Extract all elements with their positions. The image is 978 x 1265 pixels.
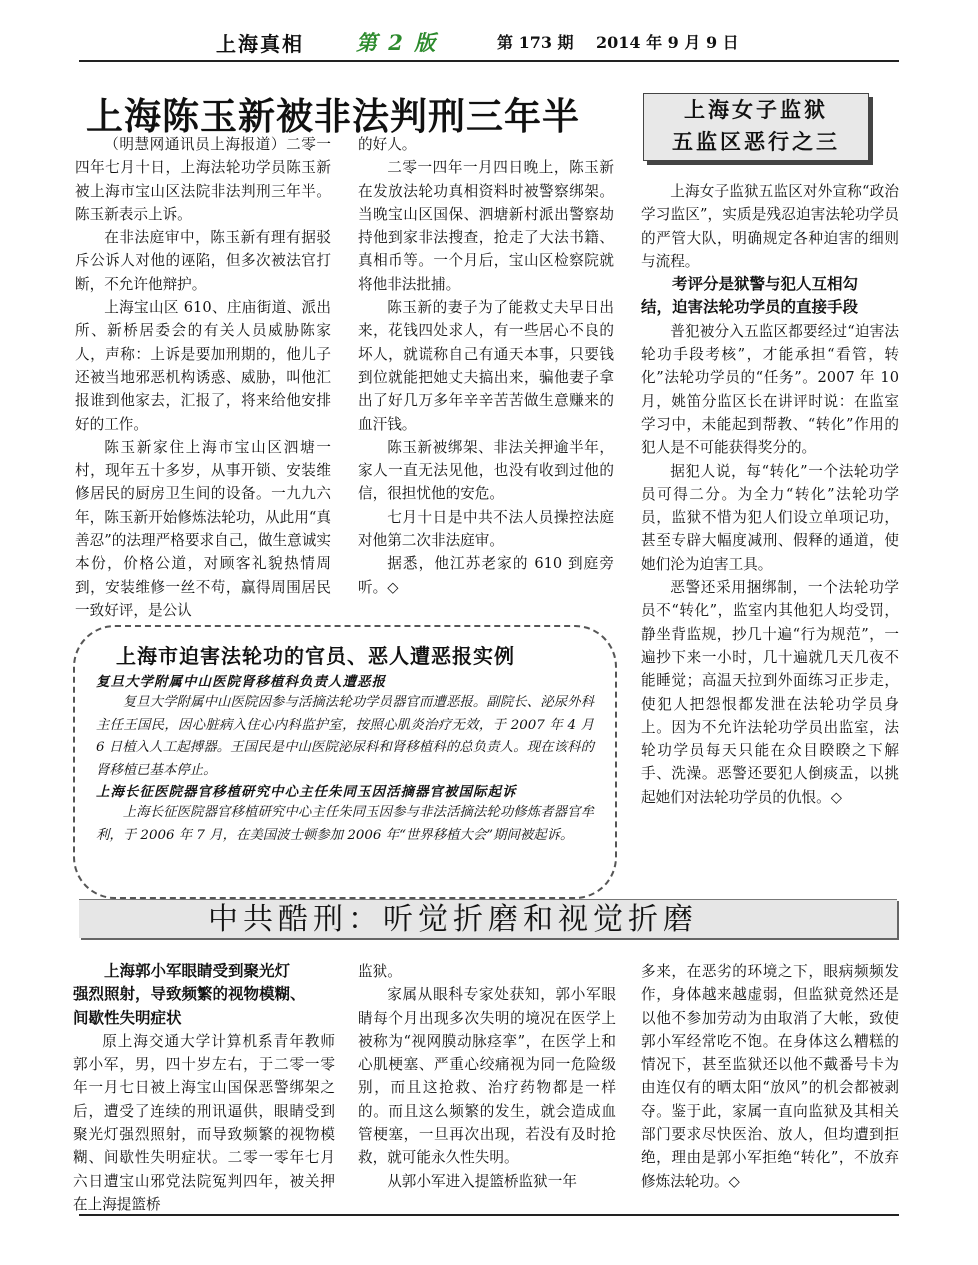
article1-paragraph: 七月十日是中共不法人员操控法庭对他第二次非法庭审。 [358,508,614,550]
retribution-box-title: 上海市迫害法轮功的官员、恶人遭恶报实例 [116,644,515,668]
article2-paragraph: 原上海交通大学计算机系青年教师郭小军，男，四十岁左右，于二零一零年一月七日被上海宝山国保恶警绑架之后，遭受了连续的刑讯逼供，眼睛受到聚光灯强烈照射，而导致频繁的视物模糊、间歇性失明症状。二零一零年七月六日遭宝山邪党法院冤判四年，被关押在上海提篮桥 [73,1032,335,1213]
issue-number: 第 173 期 [497,33,574,52]
retribution-item1-text: 复旦大学附属中山医院因参与活摘法轮功学员器官而遭恶报。副院长、泌尿外科主任王国民，因心脏病入住心内科监护室，按照心肌炎治疗无效，于 2007 年 4 月 6 日植入人工起搏器。王国民是中山医院泌尿科和肾移植科的总负责人。现在该科的肾移植已基本停止。 [96,695,594,778]
issue-date: 2014 年 9 月 9 日 [596,33,739,52]
article1-paragraph: 陈玉新被绑架、非法关押逾半年，家人一直无法见他，也没有收到过他的信，很担忧他的安危。 [358,438,614,503]
article2-column-3 [641,960,899,1193]
sidebar-paragraph: 普犯被分入五监区都要经过“迫害法轮功手段考核”，才能承担“看管，转化”法轮功学员的“任务”。2007 年 10 月，姚笛分监区长在讲评时说：在监室学习中，未能起到帮教、“转化”作用的犯人是不可能获得奖分的。 [641,322,899,457]
sidebar-subhead: 考评分是狱警与犯人互相勾 结，迫害法轮功学员的直接手段 [641,275,859,317]
article1-headline: 上海陈玉新被非法判刑三年半 [86,94,580,138]
footer-rule [79,1214,899,1216]
header-rule [79,60,899,62]
article1-paragraph: 的好人。 [358,136,417,153]
sidebar-paragraph: 据犯人说，每“转化”一个法轮功学员可得二分。为全力“转化”法轮功学员，监狱不惜为犯人们设立单项记功，甚至专辟大幅度减刑、假释的通道，使她们沦为迫害工具。 [641,462,899,573]
sidebar-title-line1: 上海女子监狱 [684,97,828,122]
retribution-item1-title: 复旦大学附属中山医院肾移植科负责人遭恶报 [96,674,386,690]
sidebar-paragraph: 恶警还采用捆绑制，一个法轮功学员不“转化”，监室内其他犯人均受罚，静坐背监规，抄几十遍“行为规范”，一遍抄下来一小时，几十遍就几天几夜不能睡觉；高温天拉到外面练习正步走，使犯人把怨恨都发泄在法轮功学员身上。因为不允许法轮功学员出监室，法轮功学员每天只能在众目睽睽之下解手、洗澡。恶警还要犯人倒痰盂，以挑起她们对法轮功学员的仇恨。◇ [641,579,899,806]
article1-paragraph: 陈玉新的妻子为了能救丈夫早日出来，花钱四处求人，有一些居心不良的坏人，就谎称自己有通天本事，只要钱到位就能把她丈夫搞出来，骗他妻子拿出了好几万多年辛辛苦苦做生意赚来的血汗钱。 [358,299,614,433]
article1-paragraph: 陈玉新家住上海市宝山区泗塘一村，现年五十多岁，从事开锁、安装维修居民的厨房卫生间的设备。一九九六年，陈玉新开始修炼法轮功，从此用“真善忍”的法理严格要求自己，做生意诚实本份，价格公道，对顾客礼貌热情周到，安装维修一丝不苟，赢得周围居民一致好评，是公认 [75,438,331,619]
article2-paragraph: 监狱。 [358,963,402,980]
article1-paragraph: 二零一四年一月四日晚上，陈玉新在发放法轮功真相资料时被警察绑架。当晚宝山区国保、泗塘新村派出警察劫持他到家非法搜查，抢走了大法书籍、真相币等。一个月后，宝山区检察院就将他非法批捕。 [358,159,614,293]
sidebar-paragraph: 上海女子监狱五监区对外宣称“政治学习监区”，实质是残忍迫害法轮功学员的严管大队，明确规定各种迫害的细则与流程。 [641,183,899,270]
article1-paragraph: 据悉，他江苏老家的 610 到庭旁听。◇ [358,555,614,596]
retribution-item2-title: 上海长征医院器官移植研究中心主任朱同玉因活摘器官被国际起诉 [96,784,517,800]
article2-column-2 [358,960,616,1193]
retribution-item2-text: 上海长征医院器官移植研究中心主任朱同玉因参与非法活摘法轮功修炼者器官牟利，于 2006 年 7 月，在美国波士顿参加 2006 年“世界移植大会”期间被起诉。 [96,805,594,843]
article2-column-1 [73,960,335,1216]
sidebar-title-line2: 五监区恶行之三 [672,129,840,154]
article2-subhead: 上海郭小军眼睛受到聚光灯 强烈照射，导致频繁的视物模糊、 间歇性失明症状 [73,962,306,1027]
article2-paragraph: 多来，在恶劣的环境之下，眼病频频发作，身体越来越虚弱，但监狱竟然还是以他不参加劳动为由取消了大帐，致使郭小军经常吃不饱。在身体这么糟糕的情况下，甚至监狱还以他不戴番号卡为由连仅有的晒太阳“放风”的机会都被剥夺。鉴于此，家属一直向监狱及其相关部门要求尽快医治、放人，但均遭到拒绝，理由是郭小军拒绝“转化”，不放弃修炼法轮功。◇ [641,963,899,1190]
sidebar-title-box [643,93,869,161]
article1-paragraph: （明慧网通讯员上海报道）二零一四年七月十日，上海法轮功学员陈玉新被上海市宝山区法院非法判刑三年半。陈玉新表示上诉。 [75,136,331,223]
edition-label: 第 2 版 [356,30,438,55]
article1-paragraph: 在非法庭审中，陈玉新有理有据驳斥公诉人对他的诬陷，但多次被法官打断，不允许他辩护。 [75,229,331,293]
paper-name: 上海真相 [216,32,304,56]
article1-column-2 [358,133,614,599]
article2-paragraph: 从郭小军进入提篮桥监狱一年 [387,1172,577,1190]
article1-column-1 [75,133,331,622]
article1-paragraph: 上海宝山区 610、庄庙街道、派出所、新桥居委会的有关人员威胁陈家人，声称：上诉是要加刑期的，他儿子还被当地邪恶机构诱惑、威胁，叫他汇报谁到他家去，汇报了，将来给他安排好的工作。 [75,299,331,433]
sidebar-column [641,180,899,809]
article2-banner-title: 中共酷刑：听觉折磨和视觉折磨 [208,902,698,937]
article2-paragraph: 家属从眼科专家处获知，郭小军眼睛每个月出现多次失明的境况在医学上被称为“视网膜动脉痉挛”，在医学上和心肌梗塞、严重心绞痛视为同一危险级别，而且这抢救、治疗药物都是一样的。而且这么频繁的发生，就会造成血管梗塞，一旦再次出现，若没有及时抢救，就可能永久性失明。 [358,986,616,1167]
